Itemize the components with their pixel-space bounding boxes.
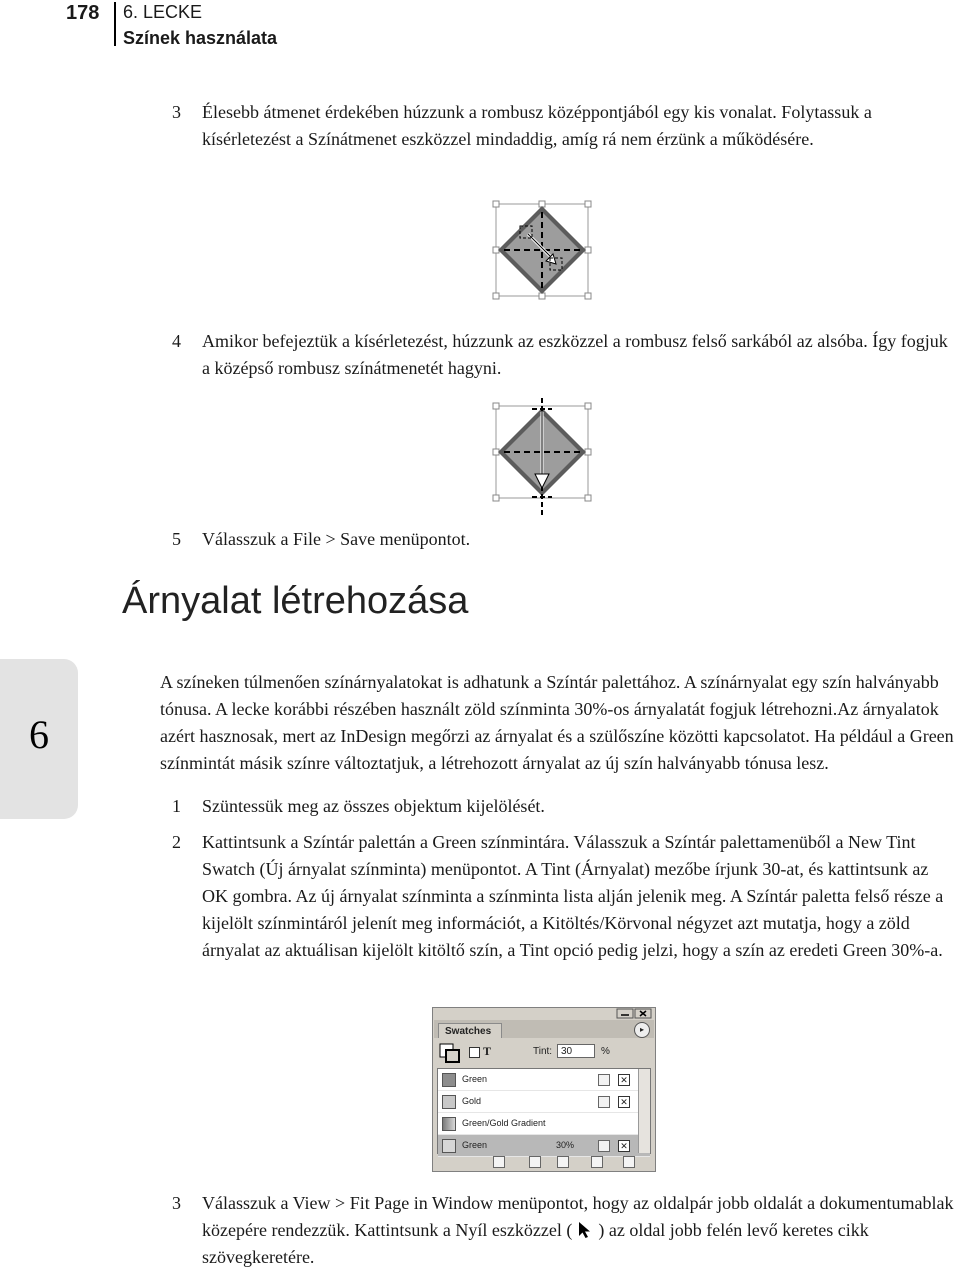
color-mode-icon: ✕ [618,1140,630,1152]
panel-controls [437,1042,651,1064]
step-number: 3 [172,102,181,122]
spot-color-icon [598,1140,610,1152]
container-icon[interactable] [469,1047,480,1058]
color-mode-icon: ✕ [618,1096,630,1108]
show-gradient-swatches-icon[interactable] [557,1156,569,1168]
swatch-chip [442,1073,456,1087]
swatch-name: Green [462,1074,488,1084]
swatch-chip [442,1095,456,1109]
text-format-icon[interactable]: T [483,1044,492,1058]
delete-swatch-icon[interactable] [623,1156,635,1168]
window-controls [616,1008,654,1019]
step-number: 3 [172,1193,181,1213]
step-text [202,1190,958,1271]
step-text-after: ) az oldal jobb felén levő keretes cikk szövegkeretére. [202,1220,869,1267]
section-intro: A színeken túlmenően színárnyalatokat is adhatunk a Színtár palettához. A színárnyalat egy szín halványabb tónusa. A lecke korábbi részében használt zöld színminta 30%-os árnyalatát fogjuk létrehozni.Az árnyalatok azért hasznosak, mert az InDesign megőrzi az árnyalat és a szülőszíne közötti kapcsolatot. Ha például a Green színmintát másik színre változtatjuk, a létrehozott árnyalat az új szín halványabb tónusa lesz. [160,672,954,773]
step-5-top [172,526,958,553]
swatch-chip [442,1139,456,1153]
spot-color-icon [598,1096,610,1108]
step-text: Amikor befejeztük a kísérletezést, húzzunk az eszközzel a rombusz felső sarkából az alsóba. Így fogjuk a középső rombusz színátmenetét hagyni. [202,331,948,378]
step-number: 2 [172,832,181,852]
panel-menu-icon[interactable]: ▸ [634,1022,650,1038]
step-number: 1 [172,796,181,816]
step-number: 5 [172,529,181,549]
swatch-name: Green/Gold Gradient [462,1118,546,1128]
chapter-tab [0,659,78,819]
step-3-last [172,1190,958,1271]
swatch-list-scrollbar[interactable] [638,1069,650,1153]
panel-bottom-toolbar [437,1154,649,1168]
new-swatch-icon[interactable] [591,1156,603,1168]
color-mode-icon: ✕ [618,1074,630,1086]
section-title: Árnyalat létrehozása [122,580,469,622]
tint-label: Tint: [533,1046,553,1057]
chapter-tab-number: 6 [29,712,49,757]
swatch-value: 30% [556,1140,575,1150]
tint-input[interactable]: 30 [557,1044,595,1058]
swatch-name: Gold [462,1096,482,1106]
swatch-chip [442,1117,456,1131]
swatches-panel [432,1007,656,1172]
step-text-before: Válasszuk a View > Fit Page in Window menüpontot, hogy az oldalpár jobb oldalát a dokumentumablak közepére rendezzük. Kattintsunk a Nyíl eszközzel ( [202,1193,954,1240]
step-text: Kattintsunk a Színtár palettán a Green színmintára. Válasszuk a Színtár palettamenüből a New Tint Swatch (Új árnyalat színminta) menüpontot. A Tint (Árnyalat) mezőbe írjunk 30-at, és kattintsunk az OK gombra. Az új árnyalat színminta a színminta lista alján jelenik meg. A Színtár paletta felső része a kijelölt színmintáról jelenít meg információt, a Kitöltés/Körvonal négyzet azt mutatja, hogy a zöld árnyalat az aktuálisan kijelölt kitöltő szín, a Tint opció pedig jelzi, hogy a szín az eredeti Green 30%-a. [202,832,944,960]
show-color-swatches-icon[interactable] [529,1156,541,1168]
swatch-name: Green [462,1140,488,1150]
spot-color-icon [598,1074,610,1086]
swatch-row-gold[interactable] [438,1091,650,1113]
swatch-list [437,1068,651,1154]
page-number: 178 [66,2,100,24]
gradient-diamond-figure-1 [490,198,594,302]
step-3-top [172,99,958,153]
step-number: 4 [172,331,181,351]
step-2-bottom [172,829,958,964]
swatch-row-gradient[interactable] [438,1113,650,1135]
tab-swatches[interactable]: Swatches [438,1023,502,1038]
panel-tab-row [434,1020,654,1038]
tint-unit: % [601,1046,610,1057]
step-4-top [172,328,958,382]
lesson-topic: Színek használata [123,28,278,48]
header-divider [114,2,116,46]
fill-stroke-icon[interactable] [439,1043,461,1063]
step-text: Élesebb átmenet érdekében húzzunk a rombusz középpontjából egy kis vonalat. Folytassuk a kísérletezést a Színátmenet eszközzel mindaddig, amíg rá nem érzünk a működésére. [202,102,872,149]
step-text: Szüntessük meg az összes objektum kijelölését. [202,796,545,816]
step-text: Válasszuk a File > Save menüpontot. [202,529,471,549]
selection-arrow-icon [578,1221,592,1239]
swatch-row-green[interactable] [438,1069,650,1091]
step-1-bottom [172,793,958,820]
lesson-label: 6. LECKE [123,2,203,22]
show-all-swatches-icon[interactable] [493,1156,505,1168]
gradient-diamond-figure-2 [490,398,594,516]
